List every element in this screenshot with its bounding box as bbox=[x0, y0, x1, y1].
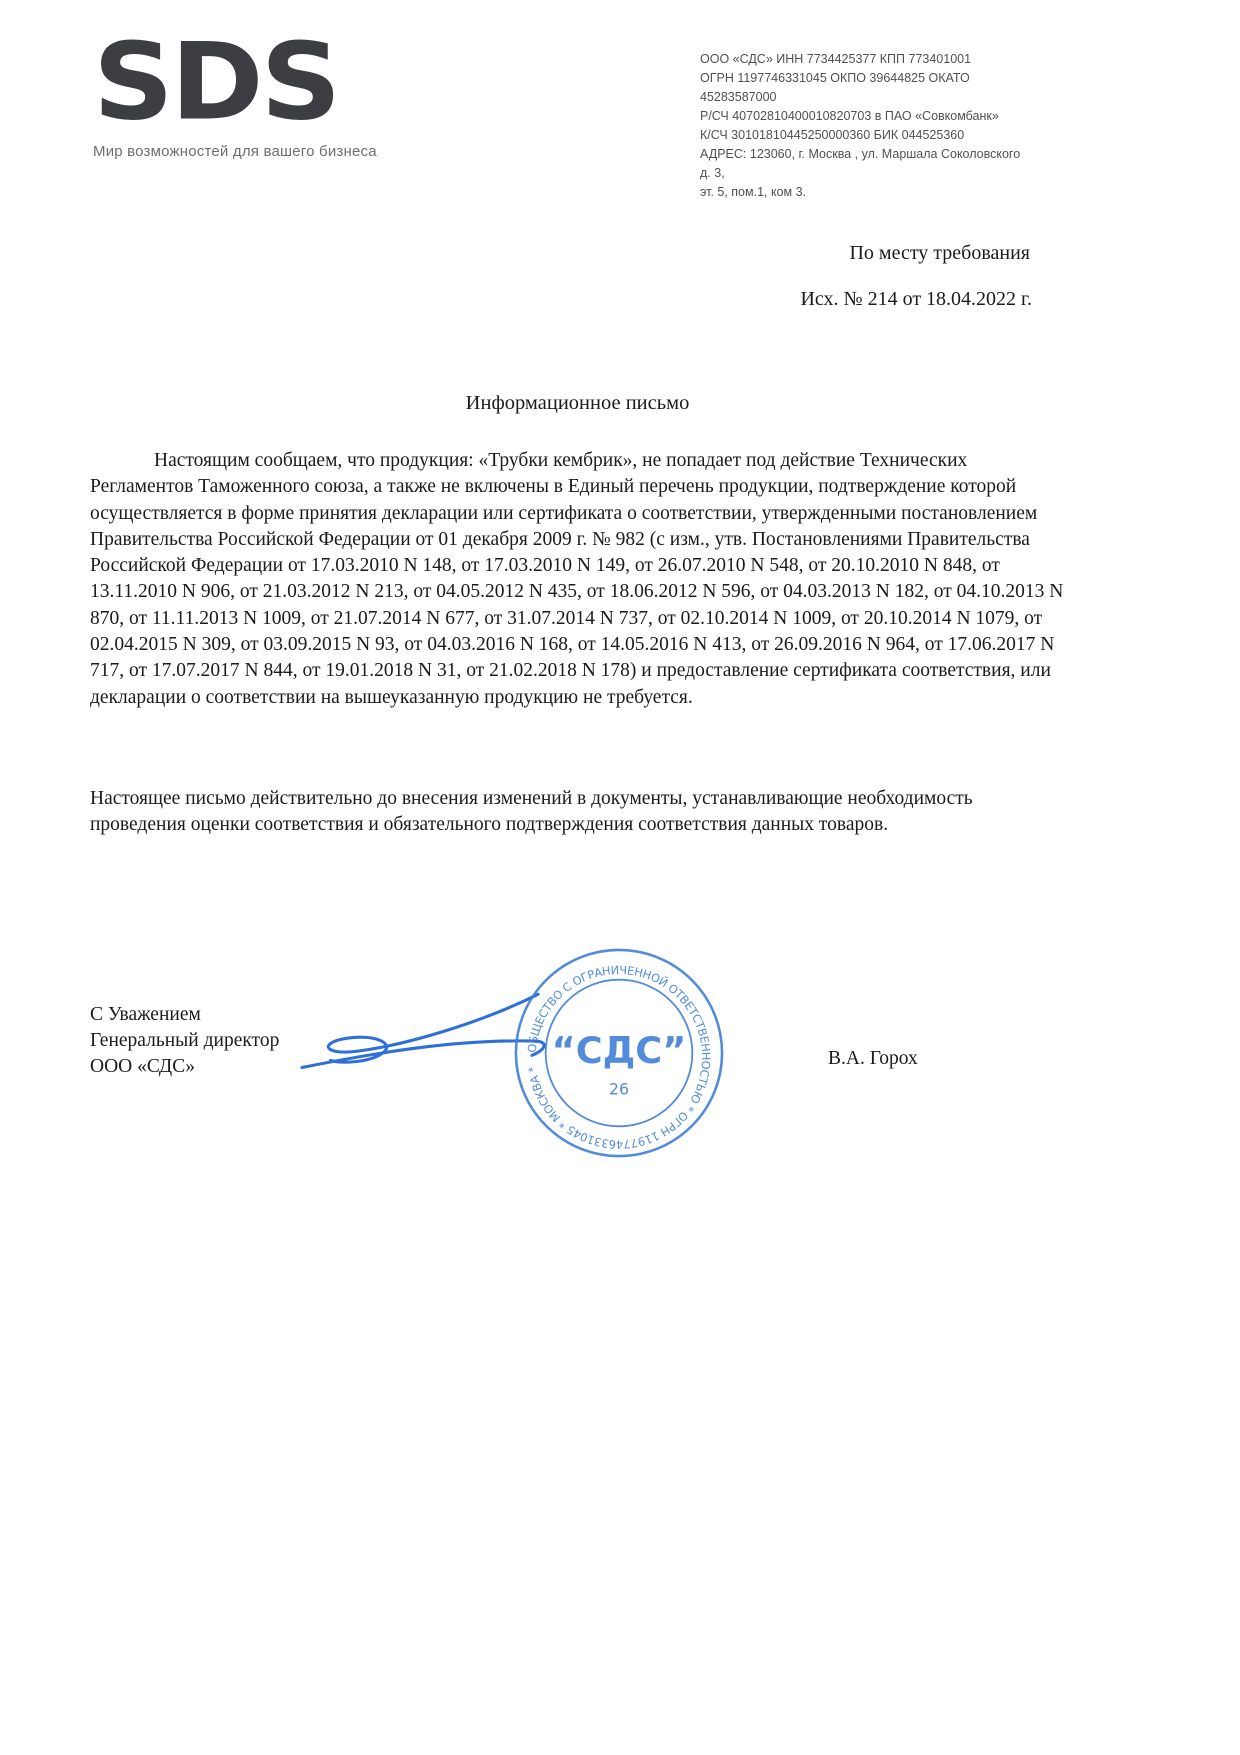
reference-number-line: Исх. № 214 от 18.04.2022 г. bbox=[800, 288, 1032, 310]
company-detail-line: ООО «СДС» ИНН 7734425377 КПП 773401001 bbox=[700, 52, 972, 66]
signer-name: В.А. Горох bbox=[828, 1048, 918, 1069]
company-detail-line: Р/СЧ 40702810400010820703 в ПАО «Совкомбанк» bbox=[700, 109, 999, 123]
signer-company: ООО «СДС» bbox=[90, 1056, 195, 1077]
company-detail-line: ОГРН 1197746331045 ОКПО 39644825 ОКАТО 45283587000 bbox=[700, 71, 970, 104]
stamp-number: 26 bbox=[608, 1079, 630, 1099]
signature-closing: С Уважением bbox=[90, 1004, 201, 1025]
company-stamp bbox=[510, 944, 728, 1162]
company-tagline: Мир возможностей для вашего бизнеса bbox=[93, 143, 377, 161]
signer-title: Генеральный директор bbox=[90, 1030, 280, 1051]
letter-title: Информационное письмо bbox=[465, 392, 690, 414]
letter-paragraph-2: Настоящее письмо действительно до внесения изменений в документы, устанавливающие необходимость проведения оценки соответствия и обязательного подтверждения соответствия данных товаров. bbox=[90, 788, 973, 836]
company-logo bbox=[93, 20, 377, 161]
letter-paragraph-1: Настоящим сообщаем, что продукция: «Трубки кембрик», не попадает под действие Технических Регламентов Таможенного союза, а также не включены в Единый перечень продукции, подтверждение которой осуществляется в форме принятия декларации или сертификата о соответствии, утвержденными постановлением Правительства Российской Федерации от 01 декабря 2009 г. № 982 (с изм., утв. Постановлениями Правительства Российской Федерации от 17.03.2010 N 148, от 17.03.2010 N 149, от 26.07.2010 N 548, от 20.10.2010 N 848, от 13.11.2010 N 906, от 21.03.2012 N 213, от 04.05.2012 N 435, от 18.06.2012 N 596, от 04.03.2013 N 182, от 04.10.2013 N 870, от 11.11.2013 N 1009, от 21.07.2014 N 677, от 31.07.2014 N 737, от 02.10.2014 N 1009, от 20.10.2014 N 1079, от 02.04.2015 N 309, от 03.09.2015 N 93, от 04.03.2016 N 168, от 14.05.2016 N 413, от 26.09.2016 N 964, от 17.06.2017 N 717, от 17.07.2017 N 844, от 19.01.2018 N 31, от 21.02.2018 N 178) и предоставление сертификата соответствия, или декларации о соответствии на вышеуказанную продукцию не требуется. bbox=[90, 450, 1064, 708]
stamp-ring-text: ОБЩЕСТВО С ОГРАНИЧЕННОЙ ОТВЕТСТВЕННОСТЬЮ * ОГРН 1197746331045 * МОСКВА * bbox=[524, 962, 714, 1152]
company-detail-line: К/СЧ 30101810445250000360 БИК 044525360 bbox=[700, 128, 965, 142]
signature-stroke bbox=[302, 994, 544, 1067]
recipient-line: По месту требования bbox=[849, 242, 1030, 264]
sds-logo: SDS bbox=[93, 20, 339, 145]
signature-block bbox=[90, 1002, 279, 1080]
company-detail-line: эт. 5, пом.1, ком 3. bbox=[700, 185, 807, 199]
company-details bbox=[700, 50, 1030, 202]
stamp-center-text: “СДС” bbox=[551, 1028, 687, 1072]
company-detail-line: АДРЕС: 123060, г. Москва , ул. Маршала Соколовского д. 3, bbox=[700, 147, 1021, 180]
